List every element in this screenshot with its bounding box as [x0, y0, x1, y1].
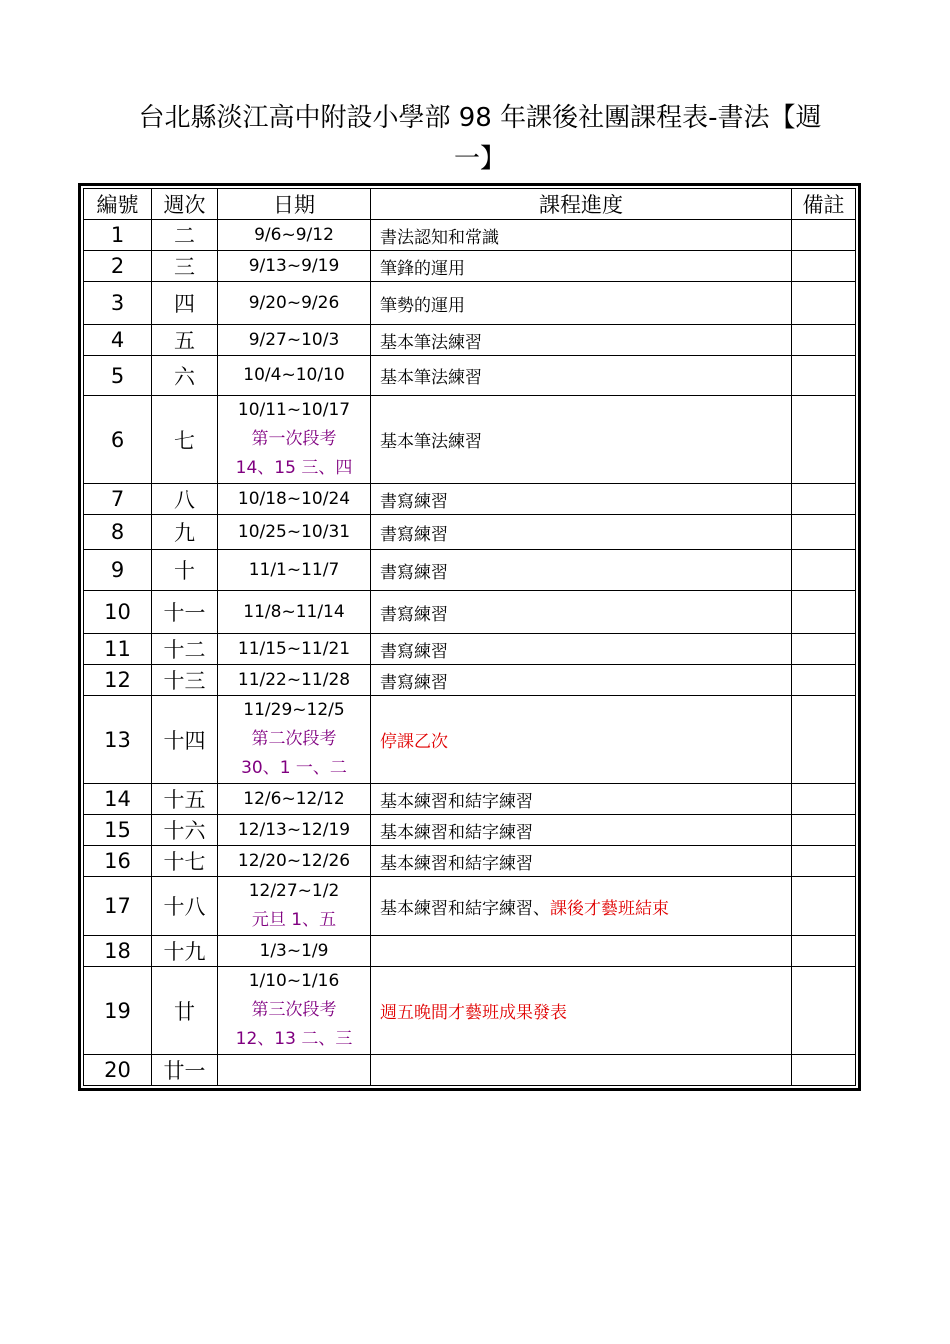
row-note: [792, 665, 856, 696]
row-note: [792, 877, 856, 936]
row-week: 十三: [152, 665, 218, 696]
row-date: [218, 877, 371, 936]
table-row: [84, 877, 856, 936]
date-range: 11/15~11/21: [237, 638, 351, 659]
row-note: [792, 396, 856, 484]
exam-days: 30、1 一、二: [241, 758, 347, 778]
progress-alert-text: 週五晚間才藝班成果發表: [380, 1003, 567, 1023]
progress-text: 書寫練習: [380, 672, 448, 693]
row-note: [792, 967, 856, 1055]
row-note: [792, 484, 856, 515]
row-date: [218, 356, 371, 396]
row-week: 五: [152, 325, 218, 356]
progress-text: 基本練習和結字練習、: [380, 898, 550, 919]
row-week: 六: [152, 356, 218, 396]
row-week: 十四: [152, 696, 218, 784]
table-row: [84, 484, 856, 515]
row-progress: [371, 815, 792, 846]
row-progress: [371, 515, 792, 550]
row-week: 七: [152, 396, 218, 484]
progress-text: 基本筆法練習: [380, 432, 482, 452]
row-week: 十五: [152, 784, 218, 815]
row-number: 16: [84, 846, 152, 877]
date-range: 10/11~10/17: [237, 400, 351, 420]
row-number: 12: [84, 665, 152, 696]
row-date: [218, 515, 371, 550]
progress-text: 書寫練習: [380, 562, 448, 583]
row-note: [792, 515, 856, 550]
date-range: 12/6~12/12: [243, 788, 345, 809]
row-number: 9: [84, 550, 152, 591]
row-note: [792, 550, 856, 591]
date-range: 11/1~11/7: [248, 559, 340, 580]
date-range: 1/10~1/16: [248, 971, 340, 991]
header-row: [84, 189, 856, 220]
row-date: [218, 484, 371, 515]
progress-text: 基本筆法練習: [380, 332, 482, 353]
progress-alert-text: 停課乙次: [380, 732, 448, 752]
row-date: [218, 936, 371, 967]
row-number: 18: [84, 936, 152, 967]
row-date: [218, 696, 371, 784]
row-date: [218, 251, 371, 282]
date-range: 11/8~11/14: [243, 601, 345, 622]
row-note: [792, 846, 856, 877]
row-note: [792, 356, 856, 396]
row-number: 10: [84, 591, 152, 634]
row-note: [792, 784, 856, 815]
row-number: 14: [84, 784, 152, 815]
row-week: 十六: [152, 815, 218, 846]
progress-text: 書寫練習: [380, 641, 448, 662]
row-week: 十七: [152, 846, 218, 877]
row-week: 十九: [152, 936, 218, 967]
row-week: 三: [152, 251, 218, 282]
table-row: [84, 550, 856, 591]
row-date: [218, 1055, 371, 1086]
row-date: [218, 784, 371, 815]
row-date: [218, 815, 371, 846]
schedule-table: [83, 188, 856, 1086]
row-note: [792, 936, 856, 967]
table-row: [84, 220, 856, 251]
date-range: 1/3~1/9: [259, 940, 329, 961]
row-date: [218, 967, 371, 1055]
row-week: 廿: [152, 967, 218, 1055]
row-progress: [371, 325, 792, 356]
table-row: [84, 784, 856, 815]
row-number: 4: [84, 325, 152, 356]
table-row: [84, 251, 856, 282]
table-row: [84, 591, 856, 634]
progress-text: 書寫練習: [380, 604, 448, 625]
row-date: [218, 325, 371, 356]
row-number: 3: [84, 282, 152, 325]
row-week: 十二: [152, 634, 218, 665]
row-week: 九: [152, 515, 218, 550]
row-progress: [371, 591, 792, 634]
header-note: 備註: [792, 189, 856, 220]
row-week: 八: [152, 484, 218, 515]
row-date: [218, 591, 371, 634]
table-row: [84, 665, 856, 696]
row-week: 四: [152, 282, 218, 325]
progress-text: 筆勢的運用: [380, 295, 465, 316]
row-week: 十: [152, 550, 218, 591]
table-row: [84, 696, 856, 784]
row-number: 5: [84, 356, 152, 396]
row-week: 二: [152, 220, 218, 251]
row-number: 6: [84, 396, 152, 484]
date-range: 12/27~1/2: [248, 881, 340, 901]
row-number: 11: [84, 634, 152, 665]
row-note: [792, 282, 856, 325]
exam-days: 14、15 三、四: [235, 458, 353, 478]
row-note: [792, 591, 856, 634]
exam-note: 第一次段考: [251, 429, 337, 449]
date-range: 9/6~9/12: [254, 224, 334, 245]
exam-note: 第三次段考: [251, 1000, 337, 1020]
progress-text: 書寫練習: [380, 491, 448, 512]
page-title: [100, 98, 860, 180]
progress-text: 基本練習和結字練習: [380, 791, 533, 812]
row-progress: [371, 846, 792, 877]
date-range: 10/18~10/24: [237, 488, 351, 509]
date-range: 11/29~12/5: [243, 700, 345, 720]
row-progress: [371, 356, 792, 396]
progress-alert-text: 課後才藝班結束: [550, 898, 669, 919]
row-number: 17: [84, 877, 152, 936]
row-date: [218, 634, 371, 665]
table-row: [84, 967, 856, 1055]
row-number: 8: [84, 515, 152, 550]
row-number: 2: [84, 251, 152, 282]
row-progress: [371, 282, 792, 325]
header-num: 編號: [84, 189, 152, 220]
date-range: 12/20~12/26: [237, 850, 351, 871]
schedule-table-frame: [78, 183, 861, 1091]
row-date: [218, 220, 371, 251]
header-week: 週次: [152, 189, 218, 220]
progress-text: 書法認知和常識: [380, 227, 499, 248]
row-week: 廿一: [152, 1055, 218, 1086]
table-row: [84, 936, 856, 967]
row-number: 19: [84, 967, 152, 1055]
table-row: [84, 515, 856, 550]
header-progress: 課程進度: [371, 189, 792, 220]
header-date: 日期: [218, 189, 371, 220]
row-progress: [371, 634, 792, 665]
progress-text: 筆鋒的運用: [380, 258, 465, 279]
row-note: [792, 251, 856, 282]
row-progress: [371, 484, 792, 515]
row-progress: [371, 967, 792, 1055]
progress-text: 基本練習和結字練習: [380, 822, 533, 843]
row-number: 20: [84, 1055, 152, 1086]
title-line-2: 一】: [453, 144, 506, 174]
row-progress: [371, 877, 792, 936]
row-progress: [371, 220, 792, 251]
row-week: 十一: [152, 591, 218, 634]
table-row: [84, 846, 856, 877]
exam-days: 12、13 二、三: [235, 1029, 353, 1049]
exam-note: 第二次段考: [251, 729, 337, 749]
progress-text: 基本筆法練習: [380, 368, 482, 388]
table-row: [84, 325, 856, 356]
row-date: [218, 665, 371, 696]
date-range: 12/13~12/19: [237, 819, 351, 840]
date-range: 9/13~9/19: [248, 255, 340, 276]
row-number: 7: [84, 484, 152, 515]
date-range: 11/22~11/28: [237, 669, 351, 690]
row-note: [792, 1055, 856, 1086]
row-number: 15: [84, 815, 152, 846]
row-note: [792, 634, 856, 665]
row-progress: [371, 665, 792, 696]
table-row: [84, 1055, 856, 1086]
table-row: [84, 356, 856, 396]
row-progress: [371, 550, 792, 591]
row-note: [792, 220, 856, 251]
row-progress: [371, 1055, 792, 1086]
row-number: 1: [84, 220, 152, 251]
row-date: [218, 846, 371, 877]
date-range: 9/27~10/3: [248, 329, 340, 350]
row-progress: [371, 251, 792, 282]
date-range: 10/25~10/31: [237, 521, 351, 542]
progress-text: 書寫練習: [380, 524, 448, 545]
row-week: 十八: [152, 877, 218, 936]
row-number: 13: [84, 696, 152, 784]
title-line-1: 台北縣淡江高中附設小學部 98 年課後社團課程表-書法【週: [138, 103, 822, 133]
row-progress: [371, 396, 792, 484]
row-note: [792, 815, 856, 846]
row-note: [792, 325, 856, 356]
row-date: [218, 282, 371, 325]
row-note: [792, 696, 856, 784]
row-progress: [371, 936, 792, 967]
exam-note: 元旦 1、五: [251, 910, 337, 930]
table-row: [84, 815, 856, 846]
table-row: [84, 396, 856, 484]
row-progress: [371, 696, 792, 784]
progress-text: 基本練習和結字練習: [380, 853, 533, 874]
row-date: [218, 396, 371, 484]
row-date: [218, 550, 371, 591]
table-row: [84, 634, 856, 665]
date-range: 10/4~10/10: [243, 365, 345, 385]
date-range: 9/20~9/26: [248, 292, 340, 313]
table-row: [84, 282, 856, 325]
row-progress: [371, 784, 792, 815]
